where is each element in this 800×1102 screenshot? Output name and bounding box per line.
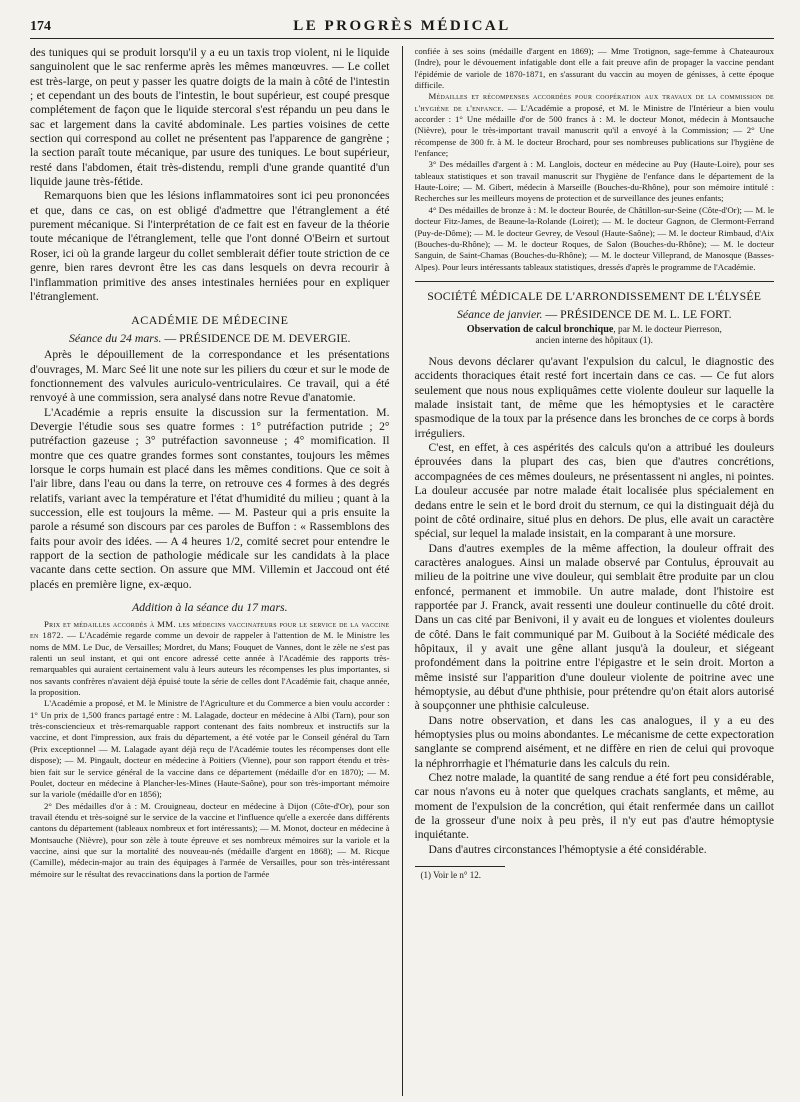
small-paragraph: confiée à ses soins (médaille d'argent en 1869); — Mme Trotignon, sage-femme à Chateauroux (Indre), pour le dévouement infatigable dont elle a fait preuve afin de propager la vaccine pendant l'épidémie de variole de 1870-1871, en s'assurant du vaccin au moyen de génisses, à cette époque difficile. (414, 46, 775, 91)
paragraph: Dans notre observation, et dans les cas analogues, il y a eu des hémoptysies plus ou moins abondantes. Le mécanisme de cette expectoration sanglante se comprend aisément, et ne diffère en rien de celui qui provoque la néphrorrhagie et l'hématurie dans les calculs du rein. (414, 713, 775, 770)
small-paragraph: 4° Des médailles de bronze à : M. le docteur Bourée, de Châtillon-sur-Seine (Côte-d'Or); — M. le docteur Fitz-James, de Beaune-la-Rolande (Loiret); — M. le docteur Gagnon, de Clermont-Ferrand (Puy-de-Dôme); — M. le docteur Gevrey, de Vesoul (Haute-Saône); — M. le docteur Rimbaud, d'Aix (Bouches-du-Rhône); — M. le docteur Roques, de Salon (Bouches-du-Rhône); — M. le docteur Sanguin, de Saint-Chamas (Bouches-du-Rhône); — M. le docteur Villeprand, de Manosque (Basses-Alpes). Pour leurs intéressants tableaux statistiques, dressés d'après le programme de l'Académie. (414, 204, 775, 272)
right-column (415, 46, 775, 1096)
subsection-heading: Prix et médailles accordés à MM. les médecins vaccinateurs pour le service de la vaccine en 1872. (30, 619, 390, 641)
footnote: (1) Voir le n° 12. (420, 870, 482, 881)
observation-author-role: ancien interne des hôpitaux (1). (535, 336, 653, 347)
paragraph: Nous devons déclarer qu'avant l'expulsion du calcul, le diagnostic des accidents thoraciques était resté fort incertain dans ce cas. — Ce fut alors seulement que nous nous expliquâmes cette violente douleur sur laquelle la malade insistait tant, de même que les hémoptysies et le caractère spasmodique de la toux par la présence dans les bronches de ce corps à bords irréguliers. (414, 355, 775, 440)
paragraph: Dans d'autres exemples de la même affection, la douleur offrait des caractères analogues. Ainsi un malade observé par Contulus, éprouvait au milieu de la poitrine une vive douleur, qui semblait être produite par un clou enfoncé, permanent et immobile. Un autre malade, dont l'histoire est rapportée par J. Franck, avait ressenti une douleur continuelle du côté droit. Dans un cas cité par Benivoni, il y avait eu de longues et violentes douleurs de côté. Dans le fait communiqué par M. Guibout à la Société médicale des hôpitaux, il y avait une gêne allant jusqu'à la douleur, et siégeant profondément dans la poitrine entre l'épigastre et le sein droit. Morton a même insisté sur l'apparition d'une douleur violente de poitrine avec une hémoptysie, au début d'une phthisie, pour prétendre qu'on était alors autorisé à soupçonner une phthisie calculeuse. (414, 541, 775, 713)
left-column (30, 46, 390, 1096)
paragraph-text: — L'Académie regarde comme un devoir de rappeler à l'attention de M. le Ministre les noms de MM. Le Duc, de Versailles; Mordret, du Mans; Fouquet de Vannes, dont le zèle ne s'est pas ralenti un seul instant, et qui ont encore adressé cette année à l'Académie des rapports très-remarquables qui auraient certainement valu à leurs auteurs les récompenses les plus importantes, si nos savants confrères n'avaient déjà épuisé toute la série de celles dont l'Académie fait, chaque année, la proposition. (30, 630, 390, 698)
paragraph-text: — L'Académie a proposé, et M. le Ministre de l'Intérieur a bien voulu accorder : 1° Une médaille d'or de 500 francs à : M. le docteur Monot, médecin à Montsauche (Nièvre), pour le très-important travail manuscrit qu'il a envoyé à la Commission; — 2° Une récompense de 300 fr. à M. le docteur Brochard, pour ses nombreuses publications sur l'hygiène de l'enfance; (414, 102, 775, 159)
page-header (30, 18, 774, 39)
small-paragraph (415, 91, 775, 159)
paragraph: L'Académie a repris ensuite la discussion sur la fermentation. M. Devergie l'étudie sous ses quatre formes : 1° putréfaction putride ; 2° putréfaction gazeuse ; 3° putréfaction savonneuse ; 4° momification. Il montre que ces quatre grandes formes sont constantes, toujours les mêmes lorsque le corps humain est placé dans les mêmes conditions. Que ce soit à l'air libre, dans l'eau ou dans la terre, on retrouve ces 4 formes à des degrés relatifs, variant avec la température et l'état d'humidité du milieu ; quant à la succession, elle est toujours la même. — M. Pasteur qui a pris ensuite la parole a résumé son discours par ces paroles de Buffon : « Rassemblons des faits pour avoir des idées. — A 4 heures 1/2, comité secret pour entendre le rapport de la section de pathologie médicale sur les candidats à la place vacante dans cette section. On assure que MM. Villemin et Jaccoud ont été placés en première ligne, ex-æquo. (30, 405, 390, 591)
section-title: ACADÉMIE DE MÉDECINE (131, 313, 289, 328)
article-continuation: des tuniques qui se produit lorsqu'il y a eu un taxis trop violent, ni le liquide sanguinolent que le sac renferme après les mêmes manœuvres. — Le collet est très-large, on peut y passer les quatre doigts de la main à côté de l'intestin ; et cependant un des bouts de l'intestin, le bout supérieur, est coupé presque complétement de façon que le liquide stercoral s'est répandu un peu dans le sac et largement dans la cavité abdominale. Les parties voisines de cette section qui correspond au collet ne présentent pas l'apparence de gangrène ; la section paraît toute mécanique, par usure des tuniques. Le bout supérieur, resté dans l'abdomen, était très-distendu, rempli d'une grande quantité d'un liquide jaune très-fétide. (30, 46, 390, 189)
small-paragraph (30, 619, 390, 698)
paragraph: Chez notre malade, la quantité de sang rendue a été fort peu considérable, car nous n'avons eu à noter que quelques crachats sanglants, et même, au moment de l'expulsion de la concrétion, qui était renfermée dans un caillot de la grosseur d'une noix à peu près, il n'y eut pas d'autre hémoptysie inquiétante. (414, 771, 775, 842)
footnote-rule (415, 866, 505, 867)
observation-heading (415, 324, 775, 348)
session-heading (415, 307, 775, 322)
paragraph: C'est, en effet, à ces aspérités des calculs qu'on a attribué les douleurs éprouvées dans la plupart des cas, bien que d'autres concrétions, accompagnées de ces mêmes douleurs, ne présentassent ni angles, ni pointes. La douleur accusée par notre malade était localisée plus spécialement en dedans entre le sein et le bord droit du sternum, ce qui la distinguait déjà du point de côté ordinaire, situé plus en dehors. De plus, elle avait un caractère spécial, sur lequel la malade insistait, en la comparant à une morsure. (414, 441, 775, 541)
two-column-body (30, 46, 774, 1096)
session-date: Séance de janvier. (456, 306, 543, 321)
small-paragraph: 2° Des médailles d'or à : M. Crouigneau, docteur en médecine à Dijon (Côte-d'Or), pour son travail étendu et très-soigné sur le service de la vaccine et l'influence qu'elle a exercée dans différents cantons du département (tableaux nombreux et fort intéressants); — M. Monot, docteur en médecine à Montsauche (Nièvre), pour son zèle à toute épreuve et ses nombreux mémoires sur la variole et la vaccine, ainsi que sur la mortalité des nouveau-nés (médaille d'argent en 1868); — M. Ricque (Camille), médecin-major au train des équipages à l'armée de Versailles, pour son très-intéressant mémoire sur le résultat des revaccinations dans la portion de l'armée (30, 800, 390, 879)
observation-title: Observation de calcul bronchique (466, 323, 614, 335)
observation-author: , par M. le docteur Pierreson, (613, 324, 722, 335)
journal-title: LE PROGRÈS MÉDICAL (293, 18, 511, 34)
addition-title: Addition à la séance du 17 mars. (131, 600, 288, 615)
subsection-heading: Médailles et récompenses accordées pour coopération aux travaux de la commission de l'hygiène de l'enfance. (414, 91, 775, 113)
small-paragraph: L'Académie a proposé, et M. le Ministre de l'Agriculture et du Commerce a bien voulu accorder : 1° Un prix de 1,500 francs partagé entre : M. Lalagade, docteur en médecine à Albi (Tarn), pour son très-consciencieux et très-remarquable rapport contenant des faits nombreux et instructifs sur la vaccine, et dont l'impression, aux frais du département, a été votée par le Conseil général du Tarn (Prix exceptionnel — M. Lalagade ayant déjà reçu de l'Académie toutes les récompenses dont elle dispose); — M. Pingault, docteur en médecine à Poitiers (Vienne), pour son rapport étendu et très-bien fait sur le service général de la vaccine dans ce département (médaille d'or en 1870); — M. Poulet, docteur en médecine à Plancher-les-Mines (Haute-Saône), pour son très-important mémoire sur la variole (médaille d'or en 1856); (30, 698, 390, 800)
paragraph: Remarquons bien que les lésions inflammatoires sont ici peu prononcées et que, dans ce cas, on est obligé d'admettre que l'étranglement a été purement mécanique. Si l'interprétation de ce fait est en faveur de la théorie toute mécanique de l'étranglement, telle que l'ont donné O'Beirn et surtout Roser, ici où la grande largeur du collet semblerait défier toute striction de ce genre, bien rares devront être les cas dans lesquels on devra recourir à l'inflammation primitive des anses intestinales herniées pour en expliquer l'étranglement. (30, 189, 390, 303)
section-title: SOCIÉTÉ MÉDICALE DE L'ARRONDISSEMENT DE L'ÉLYSÉE (415, 281, 775, 304)
session-president: — PRÉSIDENCE DE M. L. LE FORT. (545, 306, 732, 321)
column-rule (402, 46, 403, 1096)
session-heading (30, 331, 390, 346)
paragraph: Dans d'autres circonstances l'hémoptysie a été considérable. (428, 842, 707, 856)
session-president: — PRÉSIDENCE DE M. DEVERGIE. (164, 331, 351, 346)
small-paragraph: 3° Des médailles d'argent à : M. Langlois, docteur en médecine au Puy (Haute-Loire), pour ses tableaux statistiques et son travail manuscrit sur l'hygiène de l'enfance dans le département de la Haute-Loire; — M. Gibert, médecin à Marseille (Bouches-du-Rhône), pour son mémoire intitulé : Recherches sur les meilleurs moyens de protection et de surveillance des jeunes enfants; (414, 159, 775, 204)
paragraph: Après le dépouillement de la correspondance et les présentations d'ouvrages, M. Marc Seé lit une note sur les piliers du cœur et sur le mode de fonctionnement des valvules auriculo-ventriculaires. Ce travail, qui a été renvoyé à une commission, sera analysé dans notre Revue d'anatomie. (30, 348, 390, 405)
page-number: 174 (30, 19, 51, 34)
session-date: Séance du 24 mars. (69, 331, 162, 346)
